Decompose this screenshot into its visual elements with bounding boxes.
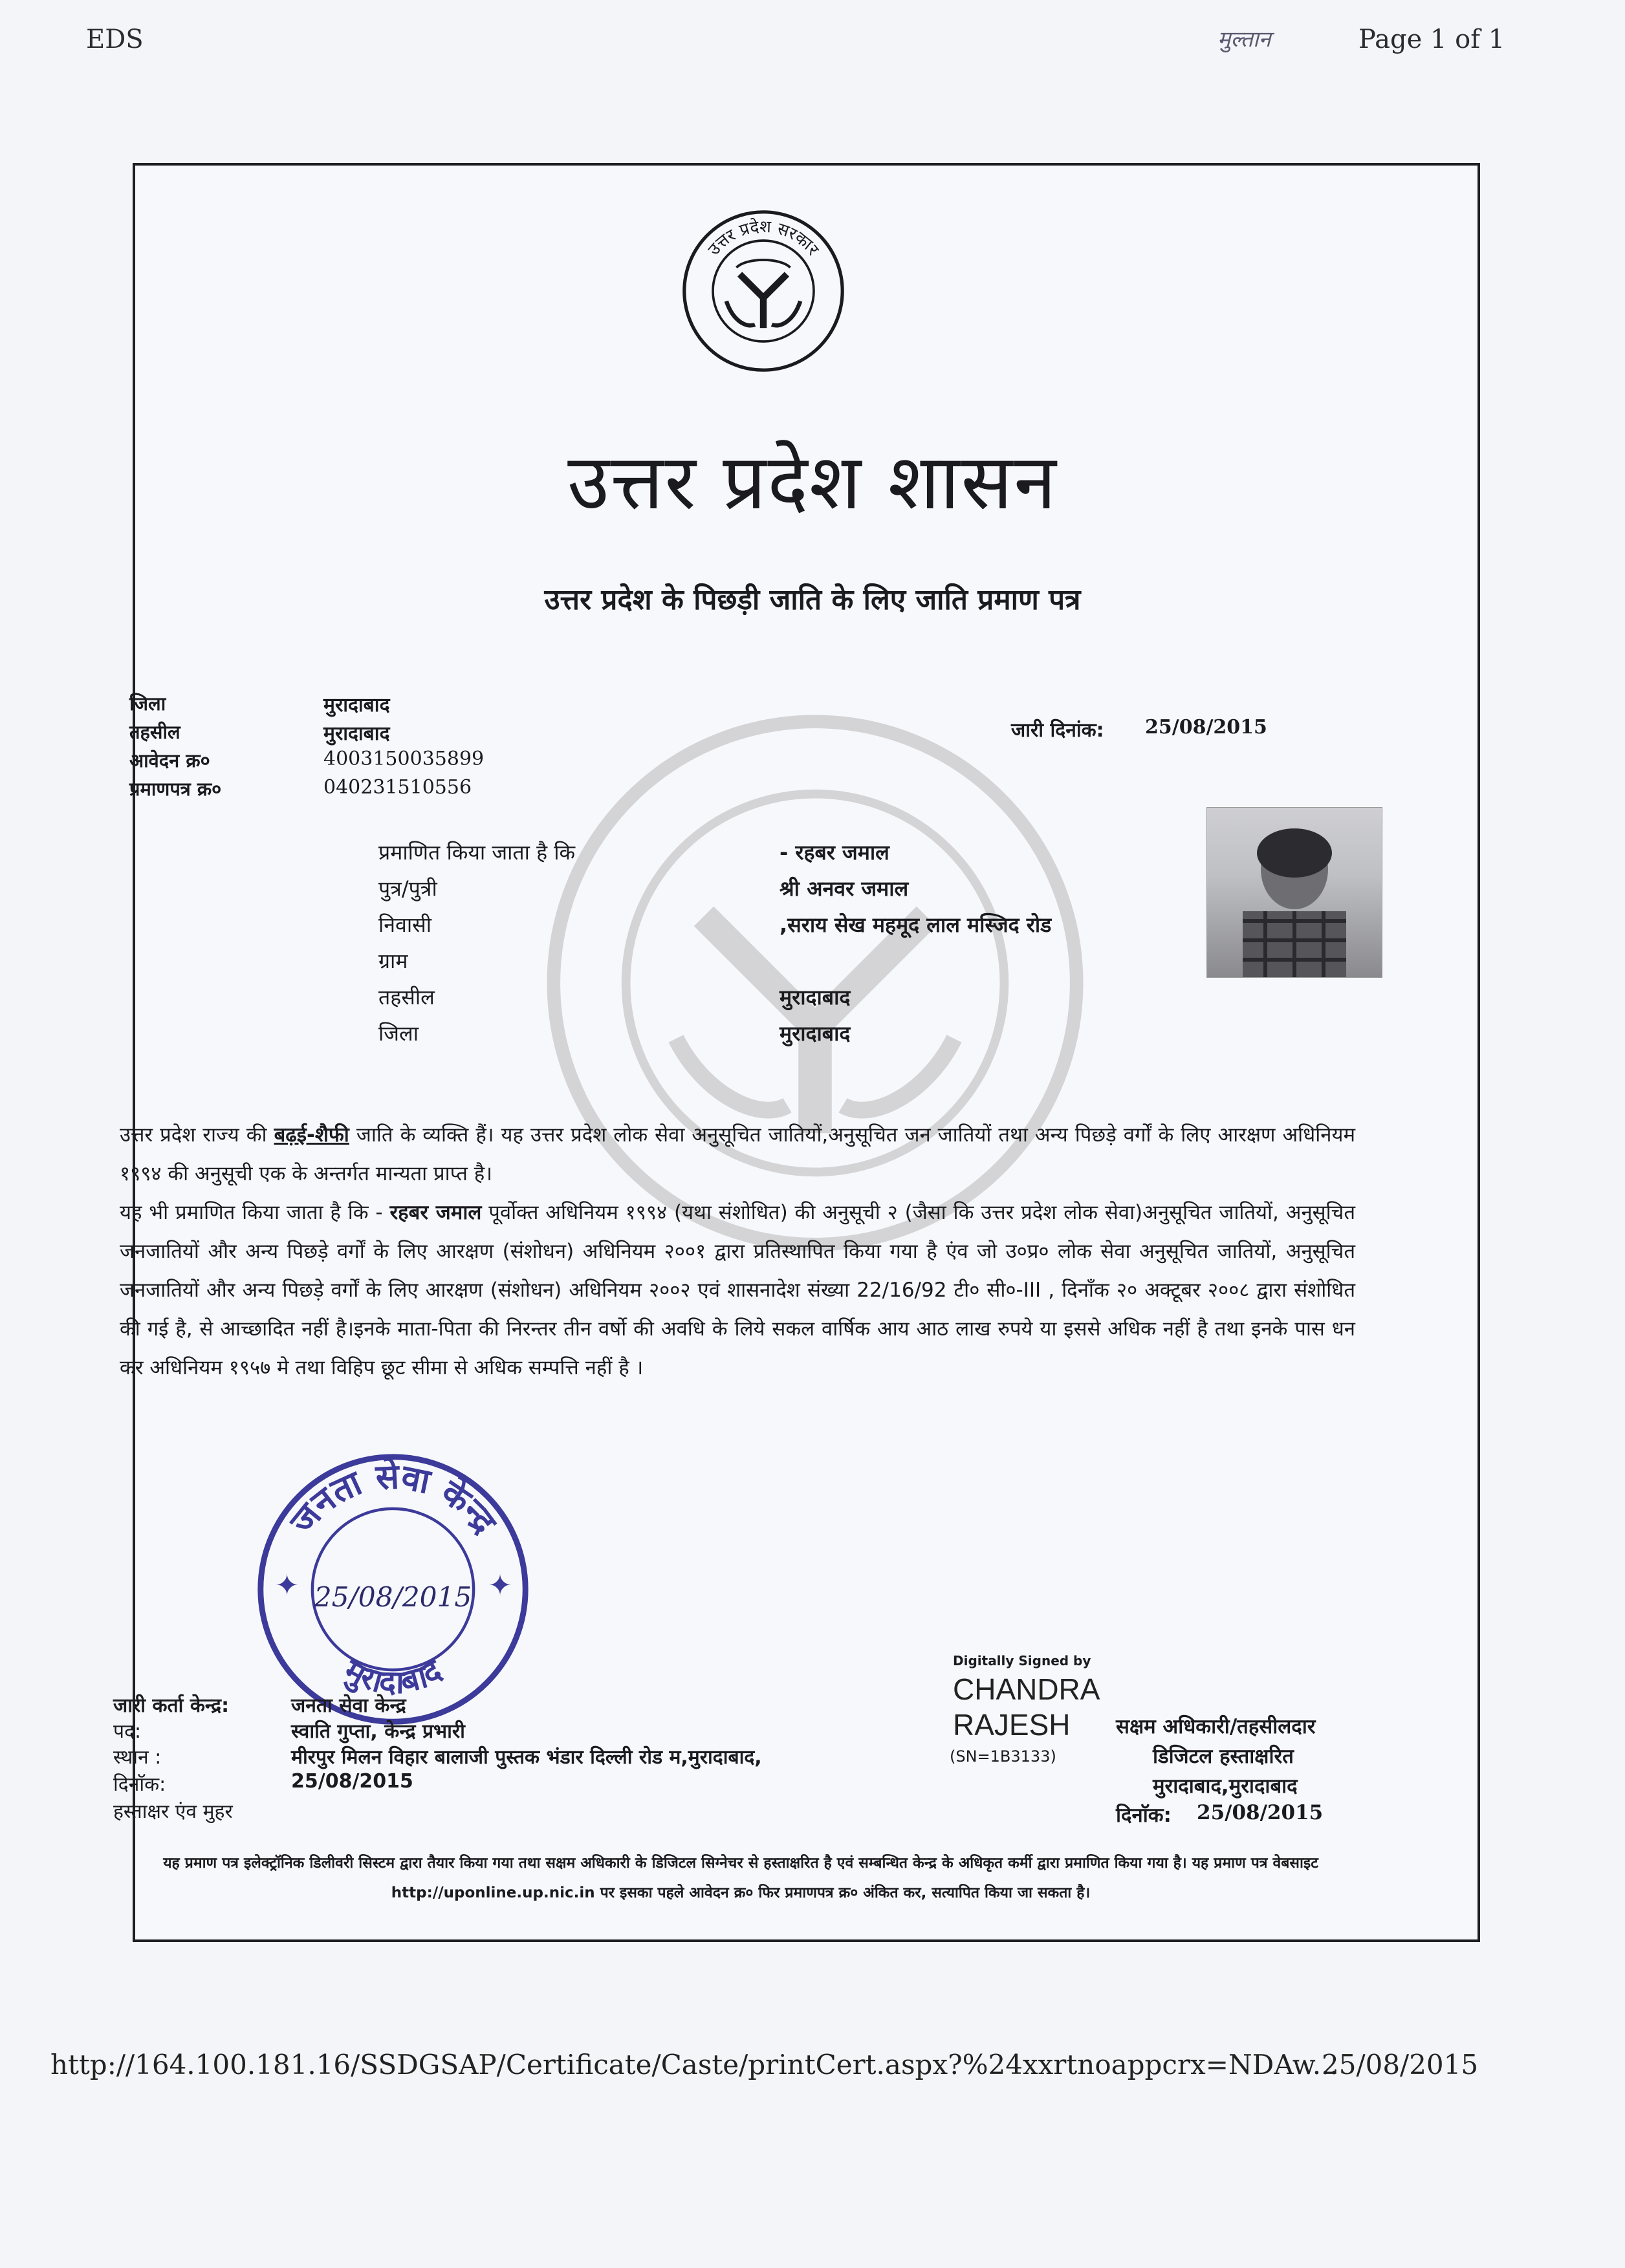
certificate-body bbox=[120, 1116, 1355, 1387]
meta-value-application-no: 4003150035899 bbox=[323, 748, 485, 770]
svg-text:✦: ✦ bbox=[275, 1569, 300, 1603]
field-label-tehsil: तहसील bbox=[378, 985, 435, 1010]
issuer-label-centre: जारी कर्ता केन्द्र: bbox=[113, 1694, 230, 1717]
page-title: उत्तर प्रदेश शासन bbox=[567, 437, 1058, 526]
signer-first-name: CHANDRA bbox=[953, 1672, 1100, 1706]
signer-serial: (SN=1B3133) bbox=[950, 1747, 1056, 1766]
page-indicator: Page 1 of 1 bbox=[1358, 25, 1505, 54]
eds-tag: EDS bbox=[86, 25, 144, 54]
issuer-value-post: स्वाति गुप्ता, केन्द्र प्रभारी bbox=[291, 1720, 465, 1743]
field-label-certified: प्रमाणित किया जाता है कि bbox=[378, 840, 576, 865]
print-date: 25/08/2015 bbox=[1322, 2049, 1479, 2080]
certificate-subtitle: उत्तर प्रदेश के पिछड़ी जाति के लिए जाति प्रमाण पत्र bbox=[544, 583, 1081, 616]
up-govt-emblem-icon bbox=[679, 207, 847, 375]
handwritten-note: मुल्तान bbox=[1217, 27, 1271, 52]
verification-footnote: यह प्रमाण पत्र इलेक्ट्रॉनिक डिलीवरी सिस्टम द्वारा तैयार किया गया तथा सक्षम अधिकारी के डिजिटल सिग्नेचर से हस्ताक्षरित है एवं सम्बन्धित केन्द्र के अधिकृत कर्मी द्वारा प्रमाणित किया गया है। यह प्रमाण पत्र वेबसाइट http://uponline.up.nic.in पर इसका पहले आवेदन क्र० फिर प्रमाणपत्र क्र० अंकित कर, सत्यापित किया जा सकता है। bbox=[163, 1855, 1318, 1901]
meta-value-certificate-no: 040231510556 bbox=[323, 776, 472, 799]
signer-last-name: RAJESH bbox=[953, 1708, 1071, 1742]
authority-location: मुरादाबाद,मुरादाबाद bbox=[1153, 1775, 1298, 1798]
issue-date-label: जारी दिनांक: bbox=[1011, 719, 1104, 742]
janta-seva-kendra-stamp bbox=[249, 1445, 537, 1733]
authority-digital: डिजिटल हस्ताक्षरित bbox=[1153, 1745, 1294, 1768]
authority-date-value: 25/08/2015 bbox=[1197, 1801, 1324, 1824]
body-paragraph-2: यह भी प्रमाणित किया जाता है कि - रहबर जमाल पूर्वोक्त अधिनियम १९९४ (यथा संशोधित) की अनुसूची २ (जैसा कि उत्तर प्रदेश लोक सेवा)अनुसूचित जातियों, अनुसूचित जनजातियों और अन्य पिछड़े वर्गों के लिए आरक्षण (संशोधन) अधिनियम २००१ द्वारा प्रतिस्थापित किया गया है एंव जो उ०प्र० लोक सेवा अनुसूचित जातियों, अनुसूचित जनजातियों और अन्य पिछड़े वर्गों के लिए आरक्षण (संशोधन) अधिनियम २००२ एवं शासनादेश संख्या 22/16/92 टी० सी०-III , दिनाँक २० अक्टूबर २००८ द्वारा संशोधित की गई है, से आच्छादित नहीं है।इनके माता-पिता की निरन्तर तीन वर्षो की अवधि के लिये सकल वार्षिक आय आठ लाख रुपये या इससे अधिक नहीं है तथा इनके पास धन कर अधिनियम १९५७ मे तथा विहिप छूट सीमा से अधिक सम्पत्ति नहीं है । bbox=[120, 1201, 1355, 1379]
field-value-district: मुरादाबाद bbox=[780, 1021, 851, 1046]
caste-name: बढ़ई-शैफी bbox=[274, 1123, 349, 1147]
issuer-label-date: दिनाॅक: bbox=[113, 1773, 166, 1796]
authority-title: सक्षम अधिकारी/तहसीलदार bbox=[1116, 1715, 1316, 1738]
field-label-resident: निवासी bbox=[378, 913, 432, 937]
body-paragraph-1: उत्तर प्रदेश राज्य की बढ़ई-शैफी जाति के व्यक्ति हैं। यह उत्तर प्रदेश लोक सेवा अनुसूचित जातियों,अनुसूचित जन जातियों तथा अन्य पिछड़े वर्गों के लिए आरक्षण अधिनियम १९९४ की अनुसूची एक के अन्तर्गत मान्यता प्राप्त है। bbox=[120, 1123, 1355, 1185]
field-value-name: - रहबर जमाल bbox=[780, 840, 889, 865]
field-value-address: ,सराय सेख महमूद लाल मस्जिद रोड bbox=[780, 913, 1052, 937]
field-label-district: जिला bbox=[378, 1021, 419, 1046]
issuer-value-place: मीरपुर मिलन विहार बालाजी पुस्तक भंडार दिल्ली रोड म,मुरादाबाद, bbox=[291, 1746, 762, 1769]
meta-label-district: जिला bbox=[129, 693, 166, 715]
svg-text:उत्तर प्रदेश सरकार: उत्तर प्रदेश सरकार bbox=[704, 217, 823, 259]
svg-text:✦: ✦ bbox=[488, 1569, 512, 1603]
print-url: http://164.100.181.16/SSDGSAP/Certificate/Caste/printCert.aspx?%24xxrtnoappcrx=NDAw... bbox=[50, 2049, 1338, 2080]
svg-text:25/08/2015: 25/08/2015 bbox=[314, 1581, 472, 1614]
meta-value-district: मुरादाबाद bbox=[323, 694, 390, 717]
issuer-label-signature: हस्ताक्षर एंव मुहर bbox=[113, 1800, 233, 1823]
meta-label-certificate-no: प्रमाणपत्र क्र० bbox=[129, 778, 222, 800]
meta-label-tehsil: तहसील bbox=[129, 721, 180, 743]
field-label-child-of: पुत्र/पुत्री bbox=[378, 876, 437, 901]
field-value-parent: श्री अनवर जमाल bbox=[780, 876, 909, 901]
meta-value-tehsil: मुरादाबाद bbox=[323, 722, 390, 745]
issuer-label-post: पद: bbox=[113, 1720, 142, 1743]
applicant-photo bbox=[1206, 807, 1382, 978]
field-value-tehsil: मुरादाबाद bbox=[780, 985, 851, 1010]
svg-text:मुरादाबाद: मुरादाबाद bbox=[338, 1652, 448, 1701]
svg-text:जनता सेवा केन्द्र: जनता सेवा केन्द्र bbox=[281, 1456, 505, 1542]
digitally-signed-caption: Digitally Signed by bbox=[953, 1653, 1091, 1669]
issue-date-value: 25/08/2015 bbox=[1145, 716, 1267, 739]
issuer-label-place: स्थान : bbox=[113, 1746, 162, 1769]
body-applicant-name: रहबर जमाल bbox=[389, 1201, 482, 1224]
meta-label-application-no: आवेदन क्र० bbox=[129, 750, 210, 772]
authority-date-label: दिनाॅक: bbox=[1116, 1804, 1172, 1827]
issuer-value-date: 25/08/2015 bbox=[291, 1770, 413, 1793]
field-label-village: ग्राम bbox=[378, 949, 408, 973]
issuer-value-centre: जनता सेवा केन्द्र bbox=[291, 1694, 406, 1717]
